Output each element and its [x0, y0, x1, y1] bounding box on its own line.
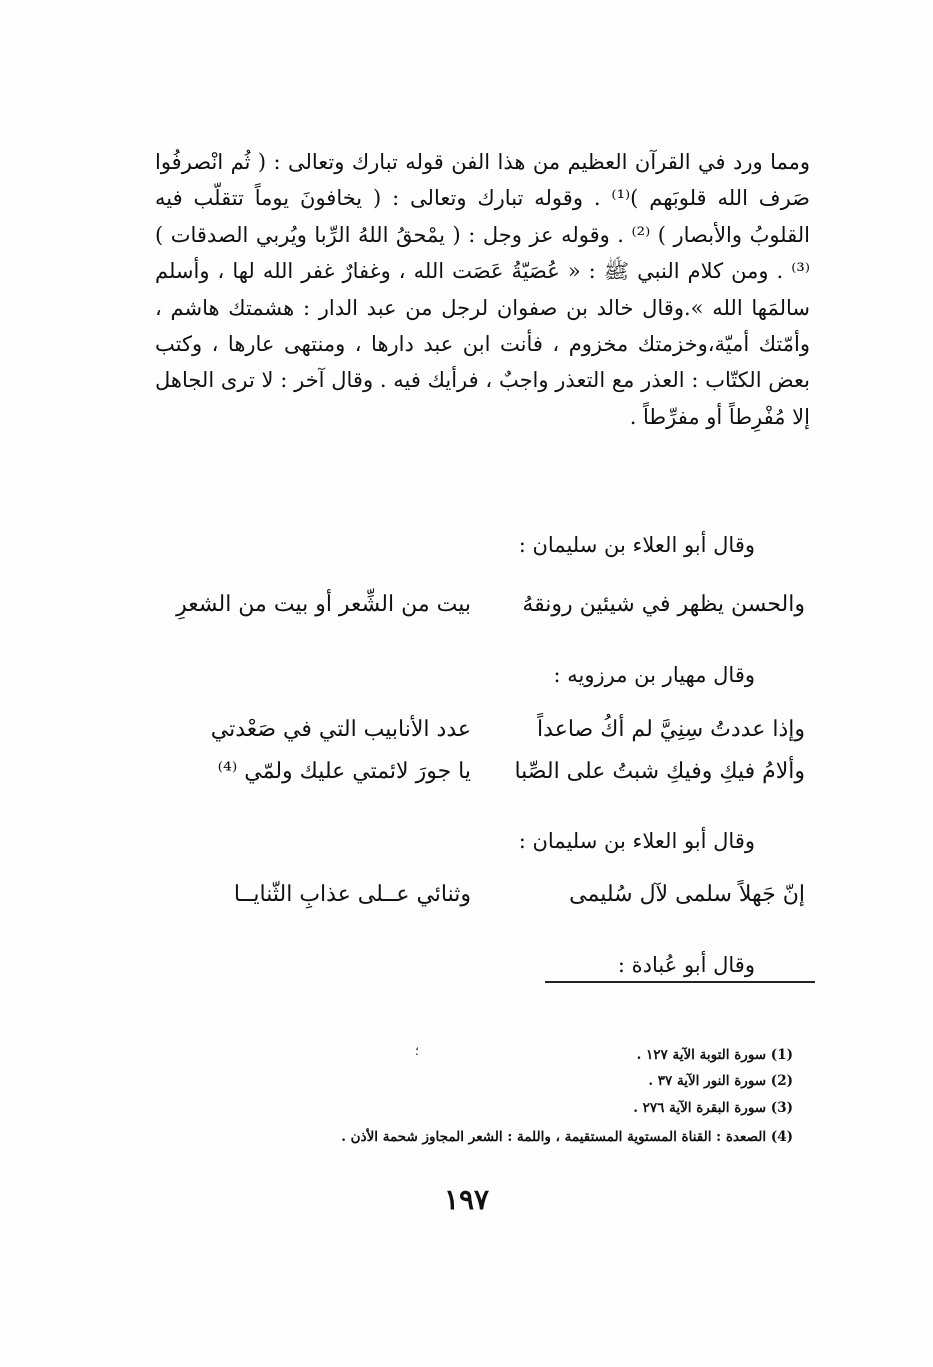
verse2-first-hemistich: وإذا عددتُ سِنِيَّ لم أكُ صاعداً [537, 717, 805, 742]
verse1-first-hemistich: والحسن يظهر في شيئين رونقهُ [522, 592, 805, 617]
footnote-3: (3) سورة البقرة الآية ٢٧٦ . [633, 1100, 793, 1116]
footnote-stray-mark: ؛ [415, 1044, 419, 1058]
poem-intro-abu-alala-2: وقال أبو العلاء بن سليمان : [518, 829, 755, 853]
verse4-second-hemistich: وثنائي عــلى عذابِ الثّنايــا [233, 882, 471, 907]
page-number: ١٩٧ [443, 1183, 490, 1216]
verse3-first-hemistich: وألامُ فيكِ وفيكِ شبتُ على الصِّبا [514, 759, 805, 784]
verse2-second-hemistich: عدد الأنابيب التي في صَعْدتي [210, 717, 471, 742]
verse3-second-hemistich: يا جورَ لائمتي عليك ولمّي ⁽⁴⁾ [217, 759, 471, 784]
verse4-first-hemistich: إنّ جَهلاً سلمى لآل سُليمى [569, 882, 805, 907]
body-paragraph: ومما ورد في القرآن العظيم من هذا الفن قوله تبارك وتعالى : ( ثُم انْصرفُوا صَرف الله قلوبَهم )⁽¹⁾ . وقوله تبارك وتعالى : ( يخافونَ يوماً تتقلّب فيه القلوبُ والأبصار ) ⁽²⁾ . وقوله عز وجل : ( يمْحقُ اللهُ الرِّبا ويُربي الصدقات )⁽³⁾ . ومن كلام النبي ﷺ : « عُصَيّةُ عَصَت الله ، وغفارٌ غفر الله لها ، وأسلم سالمَها الله ».وقال خالد بن صفوان لرجل من عبد الدار : هشمتك هاشم ، وأمّتك أميّة،وخزمتك مخزوم ، فأنت ابن عبد دارها ، ومنتهى عارها ، وكتب بعض الكتّاب : العذر مع التعذر واجبٌ ، فرأيك فيه . وقال آخر : لا ترى الجاهل إلا مُفْرِطاً أو مفرِّطاً . [155, 150, 810, 429]
poem-intro-abu-ubada: وقال أبو عُبادة : [617, 953, 755, 977]
footnote-2: (2) سورة النور الآية ٣٧ . [648, 1073, 793, 1089]
footnote-4: (4) الصعدة : القناة المستوية المستقيمة ، واللمة : الشعر المجاوز شحمة الأذن . [341, 1129, 793, 1145]
poem-intro-mihyar: وقال مهيار بن مرزويه : [553, 663, 755, 687]
verse1-second-hemistich: بيت من الشِّعر أو بيت من الشعرِ [176, 592, 471, 617]
footnote-separator [545, 981, 815, 983]
poem-intro-abu-alala-1: وقال أبو العلاء بن سليمان : [518, 533, 755, 557]
footnote-1: (1) سورة التوبة الآية ١٢٧ . [636, 1047, 793, 1063]
